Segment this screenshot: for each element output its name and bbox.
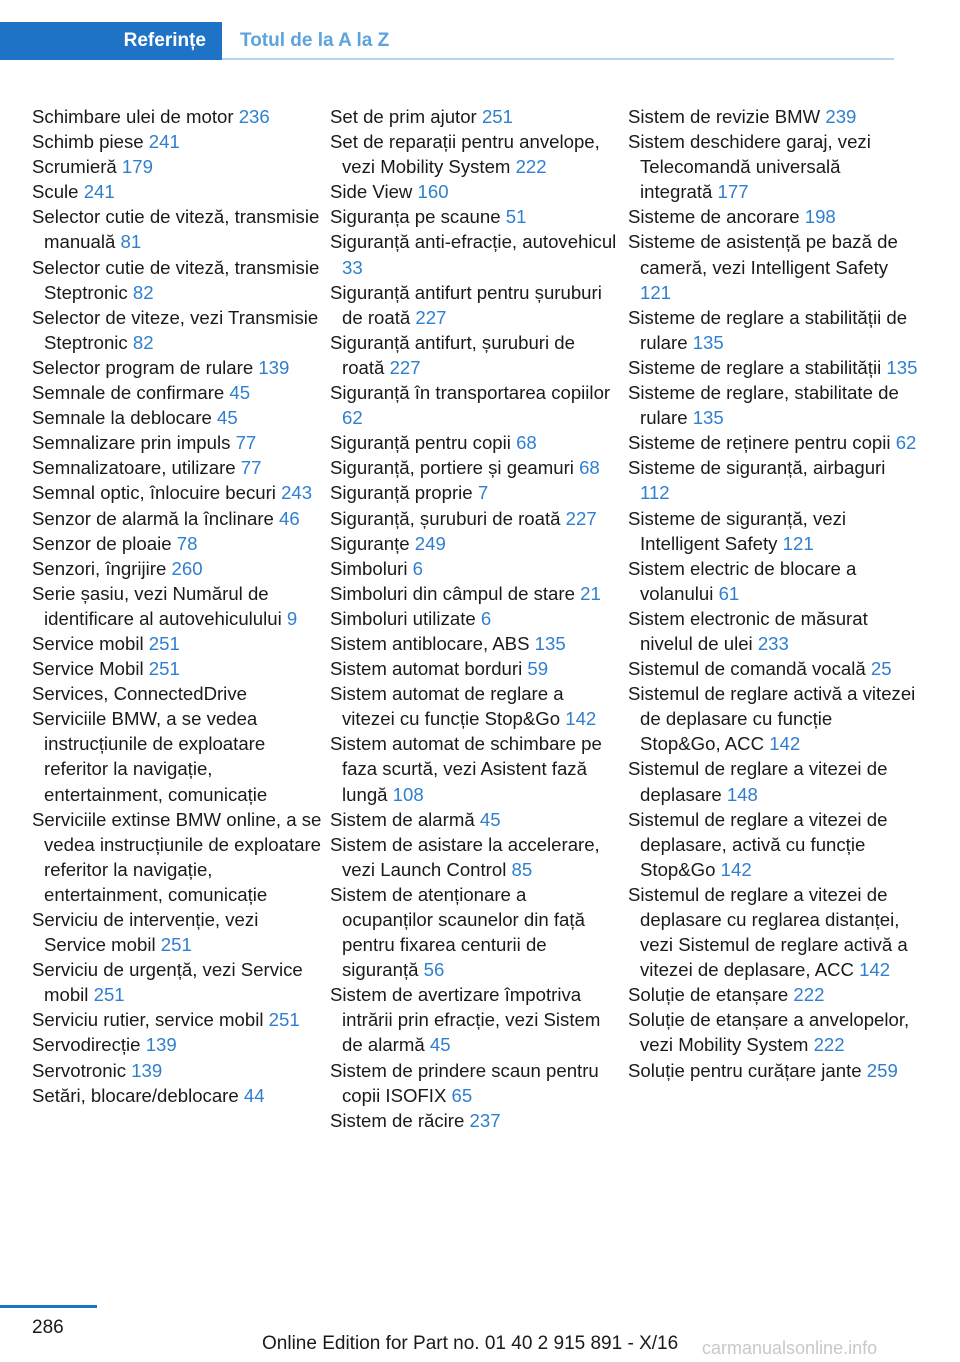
index-entry [628, 681, 918, 756]
page-link[interactable]: 85 [511, 858, 533, 880]
page-link[interactable]: 61 [718, 582, 740, 604]
page-link[interactable]: 65 [451, 1084, 473, 1106]
page-link[interactable]: 21 [580, 582, 601, 604]
index-term: Semnalizatoare, utilizare [32, 457, 236, 479]
page-link[interactable]: 7 [477, 482, 489, 504]
index-term: Siguranțe [330, 532, 410, 554]
page-link[interactable]: 46 [279, 507, 300, 529]
page-link[interactable]: 251 [481, 106, 513, 127]
index-entry [32, 154, 322, 179]
index-entry [628, 606, 918, 656]
index-entry [628, 104, 918, 129]
index-term: Sistem electronic de măsurat nivelul de ulei [628, 607, 868, 654]
index-entry [330, 506, 620, 531]
index-entry [32, 556, 322, 581]
page-link[interactable]: 259 [866, 1059, 898, 1081]
page-link[interactable]: 142 [769, 733, 801, 755]
index-entry [32, 129, 322, 154]
index-entry [330, 731, 620, 806]
page-link[interactable]: 251 [93, 984, 125, 1006]
page-link[interactable]: 177 [717, 181, 749, 203]
index-entry [32, 656, 322, 681]
index-entry [330, 129, 620, 179]
index-term: Serviciile extinse BMW online, a se vedea instrucțiunile de exploatare referitor la navigație, entertainment, comunicație [32, 808, 322, 905]
index-term: Senzor de ploaie [32, 532, 172, 554]
page-link[interactable]: 9 [286, 607, 298, 629]
page-number: 286 [32, 1317, 64, 1338]
index-entry [628, 229, 918, 304]
index-entry [32, 480, 322, 505]
page-link[interactable]: 241 [148, 131, 180, 153]
index-term: Sistem electric de blocare a volanului [628, 557, 857, 604]
index-term: Sisteme de reglare, stabilitate de rulare [628, 382, 899, 429]
page-link[interactable]: 112 [640, 482, 670, 504]
page-link[interactable]: 249 [414, 532, 446, 554]
index-term: Soluție pentru curățare jante [628, 1059, 862, 1081]
page-link[interactable]: 82 [132, 281, 154, 303]
index-entry [32, 179, 322, 204]
page-link[interactable]: 68 [516, 432, 537, 454]
page-link[interactable]: 6 [412, 557, 424, 579]
index-term: Siguranță, portiere și geamuri [330, 457, 574, 479]
index-entry [628, 506, 918, 556]
index-term: Serviciile BMW, a se vedea instrucțiunile de exploatare referitor la navigație, entertainment, comunicație [32, 708, 268, 805]
index-entry [330, 455, 620, 480]
index-entry [628, 305, 918, 355]
page-link[interactable]: 227 [389, 356, 421, 378]
page-link[interactable]: 121 [640, 281, 672, 303]
page-link[interactable]: 78 [176, 532, 198, 554]
index-entry [330, 330, 620, 380]
page-link[interactable]: 59 [527, 658, 549, 680]
page-link[interactable]: 237 [469, 1109, 501, 1131]
page-link[interactable]: 251 [148, 658, 180, 680]
page-link[interactable]: 44 [243, 1084, 265, 1106]
index-term: Semnalizare prin impuls [32, 432, 231, 454]
watermark: carmanualsonline.info [702, 1338, 878, 1358]
index-term: Sistem antiblocare, ABS [330, 632, 530, 654]
page-link[interactable]: 77 [240, 457, 262, 479]
index-term: Semnale de confirmare [32, 382, 225, 404]
page-link[interactable]: 51 [505, 206, 527, 228]
index-entry [628, 129, 918, 204]
page-link[interactable]: 148 [726, 783, 758, 805]
index-entry [628, 455, 918, 505]
index-entry [32, 631, 322, 656]
index-term: Sistem de avertizare împotriva intrării prin efracție, vezi Sistem de alarmă [330, 984, 601, 1056]
index-term: Selector cutie de viteză, transmisie manuală [32, 206, 320, 253]
index-entry [330, 229, 620, 279]
index-entry [32, 1083, 322, 1108]
page-link[interactable]: 251 [160, 934, 192, 956]
index-term: Siguranță proprie [330, 482, 473, 504]
page-link[interactable]: 135 [534, 632, 566, 654]
index-term: Siguranță antifurt, șuruburi de roată [330, 331, 575, 378]
index-term: Sistemul de reglare a vitezei de deplasare, activă cu funcție Stop&Go [628, 808, 888, 880]
page-link[interactable]: 68 [579, 457, 600, 479]
index-entry [330, 179, 620, 204]
index-entry [32, 681, 322, 706]
page-link[interactable]: 135 [692, 407, 724, 429]
page-link[interactable]: 45 [229, 382, 251, 404]
index-term: Sistemul de reglare a vitezei de deplasare cu reglarea distanței, vezi Sistemul de reglare activă a vitezei de deplasare, ACC [628, 883, 908, 981]
page-link[interactable]: 239 [825, 106, 857, 127]
index-entry [330, 430, 620, 455]
page-link[interactable]: 241 [83, 181, 115, 203]
index-entry [32, 405, 322, 430]
index-term: Siguranță anti-efracție, autovehicul [330, 231, 617, 253]
page-link[interactable]: 160 [417, 181, 449, 203]
index-entry [330, 656, 620, 681]
page-link[interactable]: 108 [392, 783, 424, 805]
index-term: Sisteme de reținere pentru copii [628, 432, 891, 454]
page-link[interactable]: 6 [480, 607, 492, 629]
index-entry [32, 380, 322, 405]
index-entry [330, 1058, 620, 1108]
index-term: Sistem automat borduri [330, 658, 523, 680]
index-entry [32, 957, 322, 1007]
page-link[interactable]: 227 [415, 306, 447, 328]
index-term: Set de reparații pentru anvelope, vezi Mobility System [330, 131, 600, 178]
index-term: Semnale la deblocare [32, 407, 212, 429]
index-entry [628, 380, 918, 430]
page-link[interactable]: 62 [895, 432, 917, 454]
index-term: Sistem de răcire [330, 1109, 465, 1131]
index-term: Sistem de alarmă [330, 808, 475, 830]
index-term: Selector de viteze, vezi Transmisie Steptronic [32, 306, 319, 353]
index-entry [32, 455, 322, 480]
page-link[interactable]: 56 [423, 959, 445, 981]
index-entry [32, 204, 322, 254]
index-term: Sistemul de reglare activă a vitezei de deplasare cu funcție Stop&Go, ACC [628, 683, 916, 755]
index-term: Siguranță în transportarea copiilor [330, 382, 611, 404]
tab-a-to-z[interactable]: Totul de la A la Z [240, 30, 390, 51]
index-term: Selector program de rulare [32, 356, 254, 378]
index-term: Senzori, îngrijire [32, 557, 167, 579]
index-term: Sistem automat de schimbare pe faza scurtă, vezi Asistent fază lungă [330, 733, 602, 805]
page-link[interactable]: 227 [565, 507, 597, 529]
edition-info: Online Edition for Part no. 01 40 2 915 891 - X/16 [262, 1333, 679, 1354]
index-term: Serviciu de intervenție, vezi Service mobil [32, 909, 259, 956]
page-link[interactable]: 135 [692, 331, 724, 353]
index-entry [330, 982, 620, 1057]
index-entry [330, 832, 620, 882]
index-term: Sistem automat de reglare a vitezei cu funcție Stop&Go [330, 683, 564, 730]
index-entry [32, 706, 322, 806]
index-column-2 [330, 104, 620, 1133]
page-link[interactable]: 45 [217, 407, 238, 429]
index-term: Scrumieră [32, 156, 117, 178]
index-term: Serviciu rutier, service mobil [32, 1009, 264, 1031]
page-link[interactable]: 33 [342, 256, 363, 278]
index-term: Siguranța pe scaune [330, 206, 501, 228]
index-entry [32, 104, 322, 129]
page-link[interactable]: 142 [720, 858, 752, 880]
index-entry [628, 204, 918, 229]
index-entry [330, 606, 620, 631]
index-term: Sistem de revizie BMW [628, 106, 821, 127]
page-link[interactable]: 222 [813, 1034, 845, 1056]
index-term: Serie șasiu, vezi Numărul de identificare al autovehiculului [32, 582, 282, 629]
index-term: Sistem deschidere garaj, vezi Telecomandă universală integrată [628, 131, 871, 203]
index-column-3 [628, 104, 918, 1083]
index-term: Sistemul de comandă vocală [628, 658, 866, 680]
index-column-1 [32, 104, 322, 1108]
footer-accent-bar [0, 1305, 97, 1308]
index-term: Siguranță pentru copii [330, 432, 511, 454]
index-term: Schimb piese [32, 131, 144, 153]
index-term: Servodirecție [32, 1034, 141, 1056]
tab-references[interactable]: Referințe [0, 22, 222, 60]
page-link[interactable]: 233 [757, 632, 789, 654]
index-entry [32, 506, 322, 531]
index-entry [628, 982, 918, 1007]
page-link[interactable]: 222 [515, 156, 547, 178]
index-term: Sisteme de asistență pe bază de cameră, vezi Intelligent Safety [628, 231, 898, 278]
index-term: Sisteme de ancorare [628, 206, 800, 228]
page-link[interactable]: 142 [859, 959, 891, 981]
index-entry [330, 104, 620, 129]
index-term: Sistem de asistare la accelerare, vezi Launch Control [330, 833, 600, 880]
index-entry [32, 430, 322, 455]
index-entry [32, 1032, 322, 1057]
page-link[interactable]: 139 [145, 1034, 177, 1056]
index-entry [330, 1108, 620, 1133]
index-entry [628, 355, 918, 380]
index-entry [330, 556, 620, 581]
page-link[interactable]: 142 [565, 708, 597, 730]
index-entry [628, 807, 918, 882]
index-entry [628, 756, 918, 806]
index-term: Simboluri [330, 557, 408, 579]
page-link[interactable]: 251 [148, 632, 180, 654]
index-entry [330, 204, 620, 229]
index-term: Service mobil [32, 632, 144, 654]
index-entry [32, 1007, 322, 1032]
index-term: Service Mobil [32, 658, 144, 680]
index-entry [330, 681, 620, 731]
index-term: Sistemul de reglare a vitezei de deplasare [628, 758, 888, 805]
index-term: Sisteme de siguranță, vezi Intelligent Safety [628, 507, 847, 554]
index-entry [628, 1007, 918, 1057]
index-term: Simboluri din câmpul de stare [330, 582, 575, 604]
index-entry [32, 531, 322, 556]
index-term: Sistem de prindere scaun pentru copii ISOFIX [330, 1059, 599, 1106]
page-link[interactable]: 179 [121, 156, 153, 178]
index-entry [330, 480, 620, 505]
page-link[interactable]: 198 [804, 206, 836, 228]
index-term: Selector cutie de viteză, transmisie Steptronic [32, 256, 320, 303]
index-term: Semnal optic, înlocuire becuri [32, 482, 276, 504]
index-term: Siguranță, șuruburi de roată [330, 507, 561, 529]
page-link[interactable]: 45 [479, 808, 501, 830]
index-term: Schimbare ulei de motor [32, 106, 234, 127]
index-term: Siguranță antifurt pentru șuruburi de roată [330, 281, 602, 328]
index-term: Scule [32, 181, 79, 203]
page-link[interactable]: 135 [886, 356, 918, 378]
header-rule [222, 58, 894, 60]
index-entry [32, 255, 322, 305]
index-term: Sistem de atenționare a ocupanților scaunelor din față pentru fixarea centurii de siguranță [330, 883, 585, 981]
index-entry [32, 807, 322, 907]
index-term: Sisteme de reglare a stabilității [628, 356, 882, 378]
page-link[interactable]: 251 [268, 1009, 300, 1031]
index-entry [330, 581, 620, 606]
page-link[interactable]: 139 [131, 1059, 163, 1081]
page-link[interactable]: 139 [258, 356, 290, 378]
page-link[interactable]: 25 [870, 658, 892, 680]
index-entry [628, 556, 918, 606]
index-term: Setări, blocare/deblocare [32, 1084, 239, 1106]
index-term: Servotronic [32, 1059, 127, 1081]
index-term: Sisteme de siguranță, airbaguri [628, 457, 886, 479]
index-entry [330, 807, 620, 832]
index-term: Side View [330, 181, 413, 203]
index-entry [628, 1058, 918, 1083]
index-term: Serviciu de urgență, vezi Service mobil [32, 959, 303, 1006]
index-entry [330, 882, 620, 982]
index-term: Set de prim ajutor [330, 106, 477, 127]
index-entry [32, 907, 322, 957]
index-entry [628, 882, 918, 982]
page-link[interactable]: 45 [429, 1034, 451, 1056]
page-link[interactable]: 62 [342, 407, 363, 429]
page-link[interactable]: 77 [235, 432, 257, 454]
index-term: Soluție de etanșare a anvelopelor, vezi Mobility System [628, 1009, 910, 1056]
index-entry [32, 305, 322, 355]
page-link[interactable]: 222 [793, 984, 825, 1006]
index-entry [32, 355, 322, 380]
page-link[interactable]: 121 [782, 532, 814, 554]
page-link[interactable]: 81 [120, 231, 142, 253]
page-link[interactable]: 243 [281, 482, 313, 504]
index-entry [330, 631, 620, 656]
index-term: Simboluri utilizate [330, 607, 476, 629]
index-term: Senzor de alarmă la înclinare [32, 507, 274, 529]
index-term: Sisteme de reglare a stabilității de rulare [628, 306, 908, 353]
index-entry [628, 430, 918, 455]
page-link[interactable]: 82 [132, 331, 154, 353]
index-term: Soluție de etanșare [628, 984, 789, 1006]
index-term: Services, ConnectedDrive [32, 683, 247, 705]
index-entry [32, 1058, 322, 1083]
page-link[interactable]: 236 [238, 106, 270, 127]
index-entry [628, 656, 918, 681]
page-link[interactable]: 260 [171, 557, 203, 579]
page-header [0, 22, 960, 62]
index-entry [330, 531, 620, 556]
index-entry [330, 380, 620, 430]
index-entry [32, 581, 322, 631]
index-entry [330, 280, 620, 330]
